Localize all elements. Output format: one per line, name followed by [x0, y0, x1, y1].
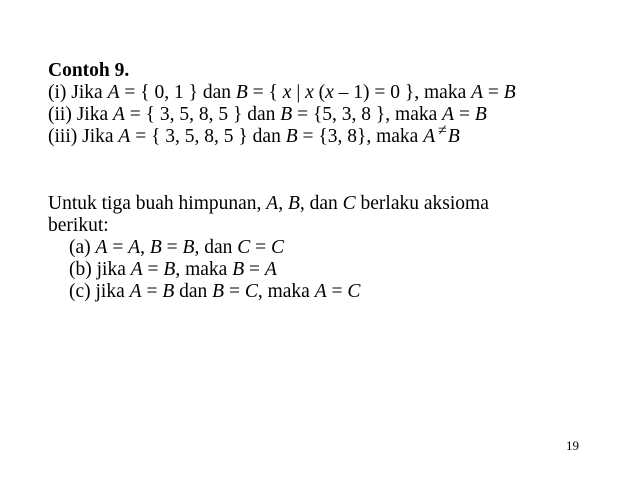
var-a: A	[130, 259, 143, 280]
var-a: A	[423, 126, 436, 147]
var-c: C	[342, 193, 356, 214]
axiom-b	[69, 259, 277, 281]
var-a: A	[107, 82, 120, 103]
separator: ,	[278, 193, 288, 214]
axiom-c	[69, 281, 360, 303]
example-3	[48, 122, 460, 149]
var-a: A	[264, 259, 277, 280]
axiom-text: =	[326, 281, 348, 302]
var-b: B	[163, 259, 176, 280]
example-2-prefix: (ii) Jika	[48, 104, 113, 125]
axiom-label: (a)	[69, 237, 96, 258]
var-x: x	[305, 82, 314, 103]
separator: , dan	[299, 193, 343, 214]
axiom-intro-line-2: berikut:	[48, 215, 109, 236]
var-c: C	[237, 237, 251, 258]
var-a: A	[471, 82, 484, 103]
var-b: B	[182, 237, 195, 258]
var-x: x	[282, 82, 292, 103]
var-a: A	[95, 237, 108, 258]
axiom-text: =	[250, 237, 272, 258]
axiom-text: =	[244, 259, 265, 280]
example-1-prefix: (i) Jika	[48, 82, 108, 103]
page-number: 19	[566, 438, 579, 453]
axiom-text: , maka	[175, 259, 233, 280]
slide-title: Contoh 9.	[48, 60, 130, 81]
var-a: A	[442, 104, 455, 125]
axiom-text: =	[142, 259, 164, 280]
axiom-label: (c) jika	[69, 281, 130, 302]
axiom-text: , dan	[194, 237, 238, 258]
set-b-definition: = {3, 8}, maka	[297, 126, 424, 147]
var-c: C	[347, 281, 361, 302]
set-b-part: – 1) = 0 }, maka	[333, 82, 472, 103]
axiom-text: =	[141, 281, 163, 302]
var-b: B	[280, 104, 293, 125]
var-b: B	[162, 281, 175, 302]
axiom-text: , maka	[257, 281, 315, 302]
set-b-definition: = {5, 3, 8 }, maka	[292, 104, 443, 125]
example-1	[48, 82, 516, 104]
var-b: B	[474, 104, 487, 125]
var-b: B	[503, 82, 516, 103]
axiom-text: =	[161, 237, 183, 258]
axiom-text: dan	[174, 281, 213, 302]
not-equal-symbol: ≠	[438, 122, 447, 139]
var-a: A	[128, 237, 141, 258]
axiom-text: ,	[140, 237, 150, 258]
var-a: A	[118, 126, 131, 147]
set-a-definition: = { 3, 5, 8, 5 } dan	[130, 126, 286, 147]
axiom-text: =	[224, 281, 245, 302]
var-b: B	[447, 126, 460, 147]
var-b: B	[232, 259, 245, 280]
var-c: C	[244, 281, 258, 302]
var-c: C	[271, 237, 285, 258]
var-b: B	[285, 126, 298, 147]
var-b: B	[212, 281, 225, 302]
axiom-text: =	[107, 237, 129, 258]
set-a-definition: = { 3, 5, 8, 5 } dan	[124, 104, 281, 125]
var-a: A	[112, 104, 125, 125]
axiom-a	[69, 237, 284, 259]
relation-equals: =	[454, 104, 475, 125]
var-a: A	[129, 281, 142, 302]
example-3-prefix: (iii) Jika	[48, 126, 119, 147]
set-b-part: = {	[247, 82, 283, 103]
var-b: B	[149, 237, 162, 258]
axiom-intro-line-1	[48, 193, 489, 215]
var-b: B	[287, 193, 300, 214]
var-a: A	[314, 281, 327, 302]
set-b-part: |	[291, 82, 306, 103]
var-b: B	[235, 82, 248, 103]
set-a-definition: = { 0, 1 } dan	[119, 82, 236, 103]
relation-equals: =	[483, 82, 504, 103]
intro-text: berlaku aksioma	[355, 193, 489, 214]
var-a: A	[266, 193, 279, 214]
set-b-part: (	[313, 82, 326, 103]
axiom-label: (b) jika	[69, 259, 131, 280]
example-2	[48, 104, 487, 126]
var-x: x	[325, 82, 334, 103]
intro-text: Untuk tiga buah himpunan,	[48, 193, 267, 214]
